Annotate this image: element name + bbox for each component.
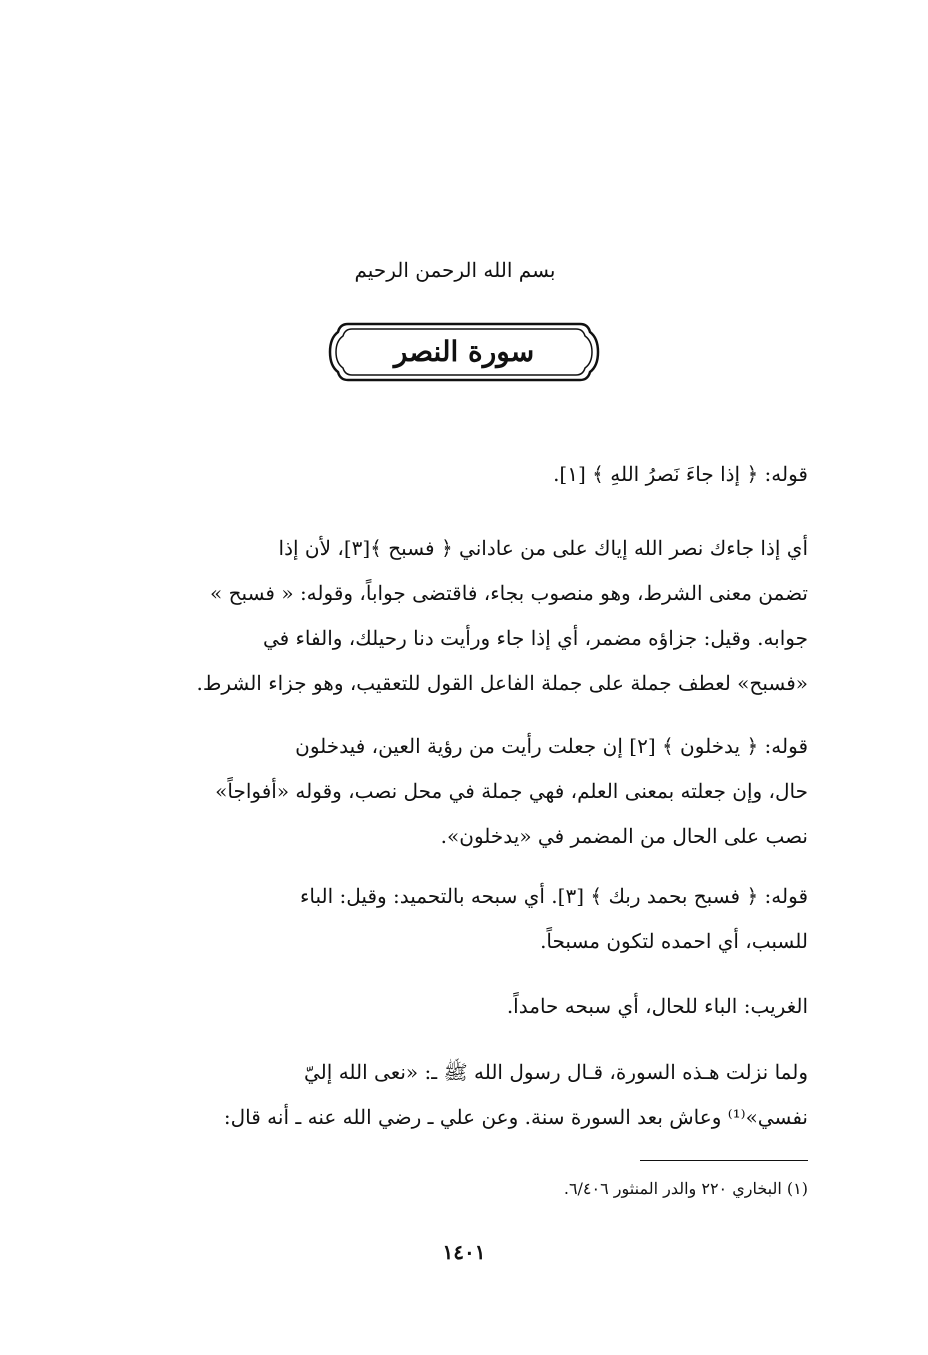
paragraph-6	[118, 1050, 808, 1140]
paragraph-5	[118, 984, 808, 1029]
text-line: جوابه. وقيل: جزاؤه مضمر، أي إذا جاء ورأيت دنا رحيلك، والفاء في	[262, 626, 808, 650]
text-line: الغريب: الباء للحال، أي سبحه حامداً.	[506, 994, 808, 1018]
paragraph-1	[118, 452, 808, 497]
text-line: نصب على الحال من المضمر في «يدخلون».	[440, 824, 808, 848]
basmala-text: بسم الله الرحمن الرحيم	[354, 258, 556, 282]
basmala-calligraphy	[290, 248, 620, 292]
text-line: نفسي»⁽¹⁾ وعاش بعد السورة سنة. وعن علي ـ رضي الله عنه ـ أنه قال:	[223, 1105, 808, 1129]
paragraph-4	[118, 874, 808, 964]
text-line: ولما نزلت هـذه السورة، قـال رسول الله ﷺ ـ: «نعى الله إليّ	[304, 1060, 808, 1084]
surah-title: سورة النصر	[393, 335, 535, 368]
text-line: «فسبح» لعطف جملة على جملة الفاعل القول للتعقيب، وهو جزاء الشرط.	[196, 671, 808, 695]
footnote: (١) البخاري ٢٢٠ والدر المنثور ٦/٤٠٦.	[563, 1179, 808, 1198]
page-number: ١٤٠١	[442, 1240, 486, 1264]
text-line: تضمن معنى الشرط، وهو منصوب بجاء، فاقتضى جواباً، وقوله: « فسبح »	[210, 581, 808, 605]
text-line: للسبب، أي احمده لتكون مسبحاً.	[540, 929, 808, 953]
paragraph-2	[118, 526, 808, 706]
paragraph-3	[118, 724, 808, 859]
text-line: حال، وإن جعلته بمعنى العلم، فهي جملة في محل نصب، وقوله «أفواجاً»	[215, 779, 808, 803]
text-line: قوله: ﴿ إذا جاءَ نَصرُ اللهِ ﴾ [١].	[553, 462, 808, 486]
footnote-divider	[640, 1160, 808, 1161]
text-line: قوله: ﴿ فسبح بحمد ربك ﴾ [٣]. أي سبحه بالتحميد: وقيل: الباء	[300, 884, 808, 908]
text-line: أي إذا جاءك نصر الله إياك على من عاداني ﴿ فسبح ﴾[٣]، لأن إذا	[278, 536, 808, 560]
surah-title-frame	[326, 318, 602, 386]
text-line: قوله: ﴿ يدخلون ﴾ [٢] إن جعلت رأيت من رؤية العين، فيدخلون	[295, 734, 808, 758]
